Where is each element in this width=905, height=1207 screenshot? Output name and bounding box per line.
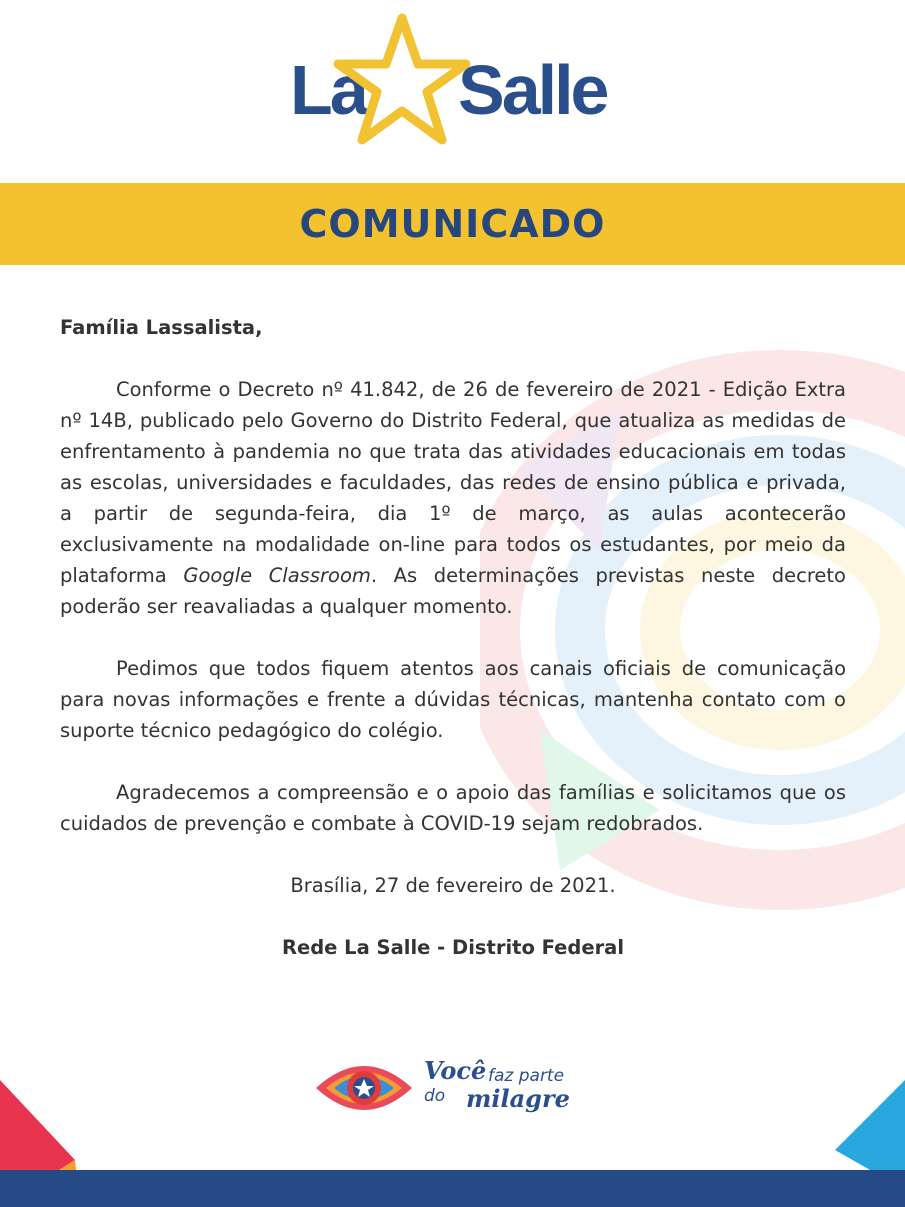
la-salle-logo [290, 12, 620, 157]
slogan-word-voce: Você [424, 1056, 487, 1085]
paragraph-decree [60, 374, 846, 622]
logo-text-salle: Salle [458, 51, 607, 129]
footer-slogan-logo [312, 1048, 592, 1128]
date-line: Brasília, 27 de fevereiro de 2021. [290, 874, 616, 897]
star-icon [332, 12, 472, 152]
paragraph-channels: Pedimos que todos fiquem atentos aos canais oficiais de comunicação para novas informações e frente a dúvidas técnicas, mantenha contato com o suporte técnico pedagógico do colégio. [60, 657, 846, 742]
letter-body [60, 312, 846, 963]
slogan-word-milagre: milagre [466, 1084, 570, 1113]
bottom-bar [0, 1170, 905, 1207]
signature: Rede La Salle - Distrito Federal [281, 936, 625, 959]
paragraph-decree-text: Conforme o Decreto nº 41.842, de 26 de fevereiro de 2021 - Edição Extra nº 14B, publicado pelo Governo do Distrito Federal, que atualiza as medidas de enfrentamento à pandemia no que trata das atividades educacionais em todas as escolas, universidades e faculdades, das redes de ensino pública e privada, a partir de segunda-feira, dia 1º de março, as aulas acontecerão exclusivamente na modalidade on-line para todos os estudantes, por meio da plataforma [60, 378, 846, 587]
salutation: Família Lassalista, [60, 316, 263, 339]
paragraph-thanks: Agradecemos a compreensão e o apoio das famílias e solicitamos que os cuidados de prevenção e combate à COVID-19 sejam redobrados. [60, 781, 846, 835]
eye-icon [312, 1050, 416, 1126]
logo-text-la: La [290, 51, 366, 129]
page-title: COMUNICADO [299, 202, 606, 246]
title-banner [0, 183, 905, 265]
platform-name: Google Classroom [183, 564, 371, 587]
paragraph-decree-text-end: . As determinações previstas neste decreto poderão ser reavaliadas a qualquer momento. [60, 564, 846, 618]
slogan-word-faz-parte: faz parte [488, 1066, 565, 1086]
slogan-word-do: do [424, 1086, 446, 1106]
